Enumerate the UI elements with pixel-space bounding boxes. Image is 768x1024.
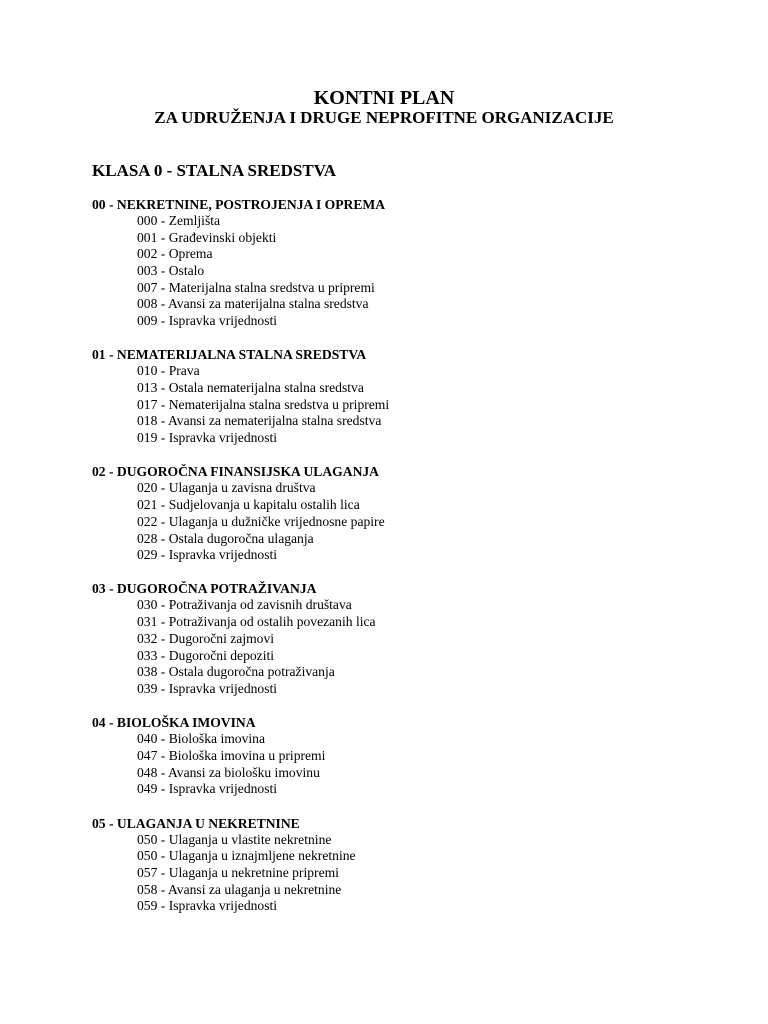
account-item: 032 - Dugoročni zajmovi <box>137 630 275 646</box>
group-heading: 00 - NEKRETNINE, POSTROJENJA I OPREMA <box>92 197 386 212</box>
group-heading: 05 - ULAGANJA U NEKRETNINE <box>92 815 300 831</box>
account-item: 021 - Sudjelovanja u kapitalu ostalih lica <box>137 497 360 513</box>
group-heading: 02 - DUGOROČNA FINANSIJSKA ULAGANJA <box>92 464 380 480</box>
group-heading: 04 - BIOLOŠKA IMOVINA <box>92 715 256 731</box>
account-item: 010 - Prava <box>137 363 200 379</box>
account-item: 040 - Biološka imovina <box>137 731 265 747</box>
group-heading: 01 - NEMATERIJALNA STALNA SREDSTVA <box>92 347 367 363</box>
document-subtitle: ZA UDRUŽENJA I DRUGE NEPROFITNE ORGANIZACIJE <box>154 108 614 127</box>
account-groups <box>92 196 712 932</box>
account-item: 047 - Biološka imovina u pripremi <box>137 747 326 763</box>
account-item: 007 - Materijalna stalna sredstva u pripremi <box>137 279 375 295</box>
account-item: 003 - Ostalo <box>137 263 205 279</box>
account-group <box>92 580 712 697</box>
account-item: 050 - Ulaganja u vlastite nekretnine <box>137 831 332 847</box>
account-item: 028 - Ostala dugoročna ulaganja <box>137 530 314 546</box>
account-item: 039 - Ispravka vrijednosti <box>137 680 278 696</box>
account-item: 030 - Potraživanja od zavisnih društava <box>137 597 352 613</box>
account-item: 013 - Ostala nematerijalna stalna sredstva <box>137 380 364 396</box>
account-item: 057 - Ulaganja u nekretnine pripremi <box>137 864 339 880</box>
account-item: 000 - Zemljišta <box>137 213 221 228</box>
account-item: 049 - Ispravka vrijednosti <box>137 781 278 797</box>
account-item: 033 - Dugoročni depoziti <box>137 647 275 663</box>
account-item: 029 - Ispravka vrijednosti <box>137 547 278 563</box>
class-heading: KLASA 0 - STALNA SREDSTVA <box>92 161 337 180</box>
account-item: 008 - Avansi za materijalna stalna sredstva <box>137 296 369 312</box>
account-group <box>92 714 712 798</box>
account-item: 058 - Avansi za ulaganja u nekretnine <box>137 881 342 897</box>
account-group <box>92 463 712 563</box>
account-item: 001 - Građevinski objekti <box>137 229 277 245</box>
account-group <box>92 815 712 915</box>
account-item: 019 - Ispravka vrijednosti <box>137 430 278 446</box>
account-item: 020 - Ulaganja u zavisna društva <box>137 480 316 496</box>
account-item: 059 - Ispravka vrijednosti <box>137 898 278 914</box>
account-group <box>92 196 712 330</box>
account-item: 009 - Ispravka vrijednosti <box>137 313 278 329</box>
document-title: KONTNI PLAN <box>313 87 455 109</box>
account-group <box>92 346 712 446</box>
account-item: 018 - Avansi za nematerijalna stalna sredstva <box>137 413 382 429</box>
group-heading: 03 - DUGOROČNA POTRAŽIVANJA <box>92 581 317 597</box>
account-item: 050 - Ulaganja u iznajmljene nekretnine <box>137 848 356 864</box>
account-item: 002 - Oprema <box>137 246 213 262</box>
account-item: 022 - Ulaganja u dužničke vrijednosne papire <box>137 513 385 529</box>
account-item: 048 - Avansi za biološku imovinu <box>137 764 320 780</box>
account-item: 017 - Nematerijalna stalna sredstva u pripremi <box>137 396 390 412</box>
account-item: 031 - Potraživanja od ostalih povezanih lica <box>137 614 376 630</box>
account-item: 038 - Ostala dugoročna potraživanja <box>137 664 335 680</box>
